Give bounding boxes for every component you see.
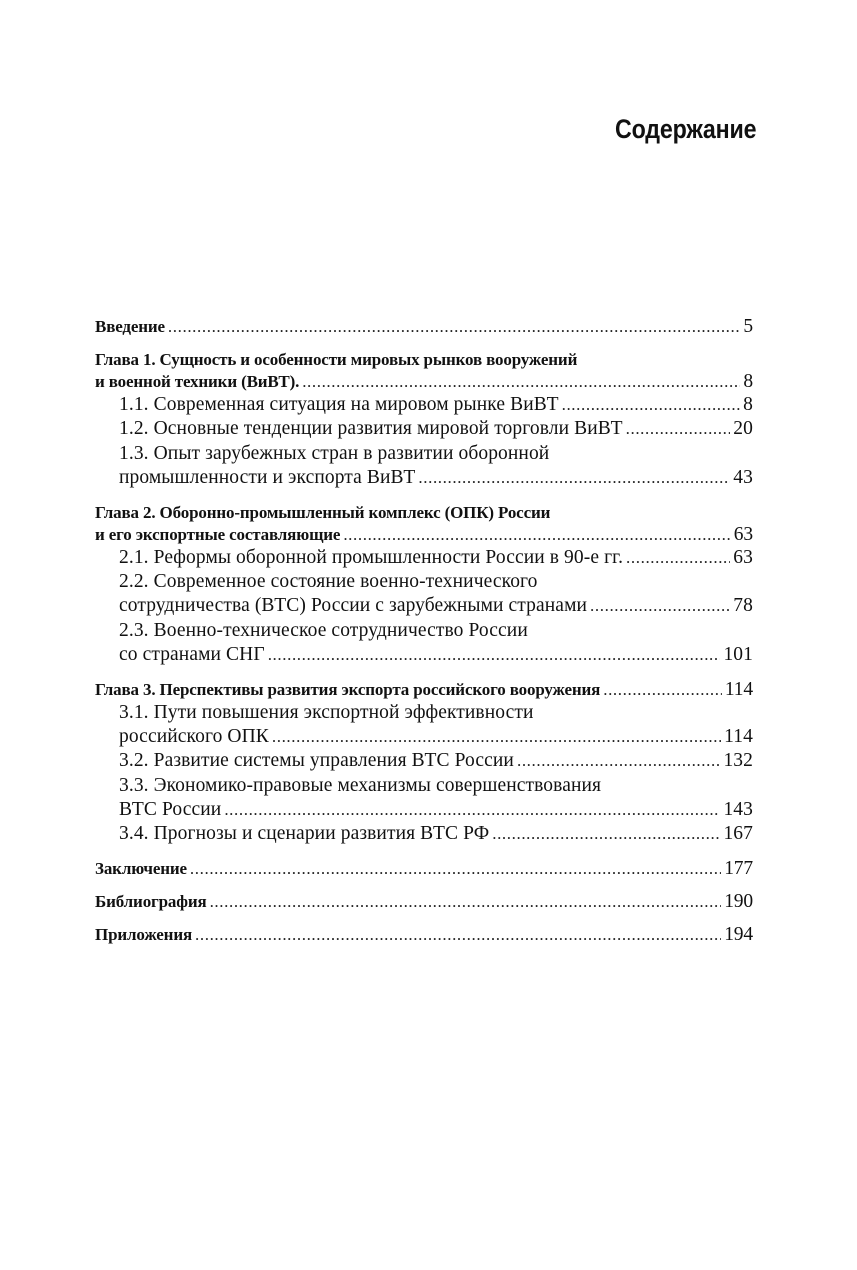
toc-page-number: 20 bbox=[733, 418, 753, 440]
toc-entry-text: 3.3. Экономико-правовые механизмы совершенствования bbox=[119, 774, 602, 796]
toc-entry-text: 2.1. Реформы оборонной промышленности России в 90-е гг. bbox=[119, 546, 624, 568]
toc-page-number: 5 bbox=[743, 316, 753, 337]
toc-entry-text: российского ОПК bbox=[119, 725, 269, 747]
toc-page-number: 8 bbox=[743, 371, 753, 392]
toc-group-conclusion bbox=[95, 858, 753, 880]
toc-chapter-1-heading[interactable] bbox=[95, 349, 753, 371]
dot-leader bbox=[302, 371, 740, 393]
toc-section-2-2[interactable] bbox=[95, 570, 753, 594]
dot-leader bbox=[603, 679, 722, 701]
dot-leader bbox=[268, 643, 721, 667]
dot-leader bbox=[210, 891, 722, 913]
toc-entry-appendix[interactable] bbox=[95, 924, 753, 946]
dot-leader bbox=[562, 393, 741, 417]
toc-page-number: 63 bbox=[733, 546, 753, 568]
toc-entry-text: со странами СНГ bbox=[119, 644, 265, 666]
toc-entry-text: Заключение bbox=[95, 858, 187, 878]
toc-page-number: 167 bbox=[723, 823, 753, 845]
toc-entry-text: промышленности и экспорта ВиВТ bbox=[119, 467, 416, 489]
toc-page-number: 101 bbox=[723, 644, 753, 666]
dot-leader bbox=[343, 524, 730, 546]
toc-page-number: 8 bbox=[743, 394, 753, 415]
toc-entry-text: 3.2. Развитие системы управления ВТС России bbox=[119, 750, 514, 772]
toc-entry-bibliography[interactable] bbox=[95, 891, 753, 913]
toc-section-3-3[interactable] bbox=[95, 774, 753, 798]
toc-group-bibliography bbox=[95, 891, 753, 913]
dot-leader bbox=[190, 858, 721, 880]
dot-leader bbox=[418, 466, 730, 490]
toc-page-number: 190 bbox=[724, 890, 753, 912]
toc-entry-text: 2.2. Современное состояние военно-технического bbox=[119, 570, 538, 592]
toc-entry-text: 2.3. Военно-техническое сотрудничество России bbox=[119, 619, 528, 641]
toc-entry-conclusion[interactable] bbox=[95, 858, 753, 880]
toc-page-number: 143 bbox=[723, 799, 753, 821]
dot-leader bbox=[195, 924, 721, 946]
toc-entry-intro[interactable] bbox=[95, 316, 753, 338]
toc-entry-text: 1.2. Основные тенденции развития мировой торговли ВиВТ bbox=[119, 418, 623, 440]
toc-section-3-1-cont[interactable] bbox=[95, 725, 753, 749]
toc-group-intro bbox=[95, 316, 753, 338]
toc-entry-text: 3.1. Пути повышения экспортной эффективности bbox=[119, 701, 534, 723]
toc-section-1-1[interactable] bbox=[95, 393, 753, 417]
toc-chapter-3-heading[interactable] bbox=[95, 679, 753, 701]
toc-page-number: 43 bbox=[733, 467, 753, 489]
toc-entry-text: 1.1. Современная ситуация на мировом рынке ВиВТ bbox=[119, 394, 559, 415]
dot-leader bbox=[272, 725, 721, 749]
toc-page-number: 114 bbox=[724, 678, 753, 700]
toc-chapter-2-heading-cont[interactable] bbox=[95, 524, 753, 546]
dot-leader bbox=[626, 546, 730, 570]
toc-page-number: 63 bbox=[733, 523, 753, 545]
toc-page-number: 78 bbox=[733, 595, 753, 617]
toc-section-3-1[interactable] bbox=[95, 701, 753, 725]
toc-chapter-2-heading[interactable] bbox=[95, 502, 753, 524]
toc-entry-text: 3.4. Прогнозы и сценарии развития ВТС РФ bbox=[119, 823, 490, 845]
toc-section-2-3[interactable] bbox=[95, 619, 753, 643]
toc-group-chapter-1 bbox=[95, 349, 753, 491]
toc-entry-text: Введение bbox=[95, 317, 165, 336]
toc-chapter-1-heading-cont[interactable] bbox=[95, 371, 753, 393]
toc-section-3-3-cont[interactable] bbox=[95, 798, 753, 822]
toc-entry-text: Глава 2. Оборонно-промышленный комплекс (ОПК) России bbox=[95, 502, 551, 522]
toc-page-number: 177 bbox=[724, 857, 753, 879]
toc-section-2-3-cont[interactable] bbox=[95, 643, 753, 667]
toc-section-3-4[interactable] bbox=[95, 822, 753, 846]
toc-section-1-2[interactable] bbox=[95, 417, 753, 441]
toc-entry-text: Глава 3. Перспективы развития экспорта российского вооружения bbox=[95, 679, 601, 699]
table-of-contents bbox=[95, 316, 753, 957]
dot-leader bbox=[590, 594, 730, 618]
dot-leader bbox=[224, 798, 720, 822]
toc-group-chapter-2 bbox=[95, 502, 753, 668]
toc-entry-text: Приложения bbox=[95, 924, 193, 944]
toc-group-chapter-3 bbox=[95, 679, 753, 847]
dot-leader bbox=[168, 316, 740, 338]
toc-entry-text: 1.3. Опыт зарубежных стран в развитии оборонной bbox=[119, 442, 550, 464]
page-title: Содержание bbox=[614, 114, 756, 144]
toc-entry-text: сотрудничества (ВТС) России с зарубежными странами bbox=[119, 595, 588, 617]
toc-section-2-1[interactable] bbox=[95, 546, 753, 570]
toc-page-number: 194 bbox=[724, 923, 753, 945]
toc-page-number: 132 bbox=[723, 750, 753, 772]
toc-page-number: 114 bbox=[724, 725, 753, 747]
dot-leader bbox=[517, 749, 720, 773]
toc-entry-text: и его экспортные составляющие bbox=[95, 524, 341, 544]
toc-entry-text: и военной техники (ВиВТ). bbox=[95, 372, 300, 391]
toc-group-appendix bbox=[95, 924, 753, 946]
toc-entry-text: Глава 1. Сущность и особенности мировых рынков вооружений bbox=[95, 350, 578, 369]
toc-section-3-2[interactable] bbox=[95, 749, 753, 773]
toc-entry-text: Библиография bbox=[95, 891, 207, 911]
toc-section-1-3-cont[interactable] bbox=[95, 466, 753, 490]
dot-leader bbox=[492, 822, 720, 846]
dot-leader bbox=[626, 417, 731, 441]
toc-entry-text: ВТС России bbox=[119, 799, 222, 821]
toc-section-1-3[interactable] bbox=[95, 442, 753, 466]
toc-section-2-2-cont[interactable] bbox=[95, 594, 753, 618]
